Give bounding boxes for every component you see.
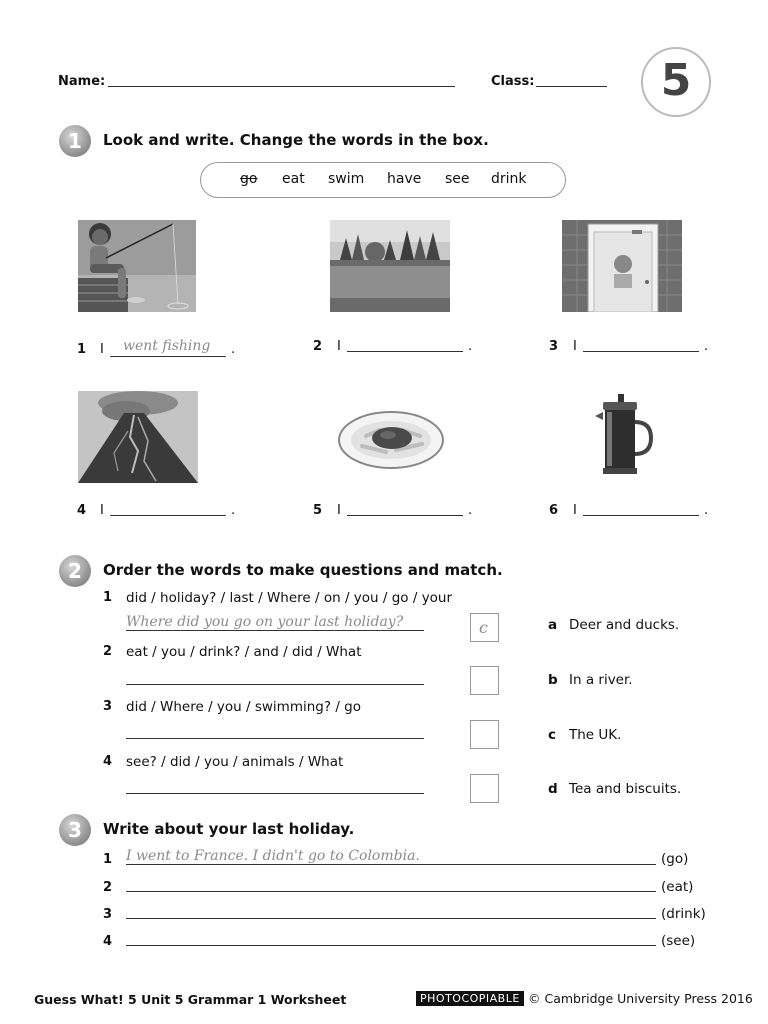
item-subject: I xyxy=(573,503,577,518)
lake-image xyxy=(330,220,450,312)
answer-line-1[interactable] xyxy=(110,356,226,357)
match-box-2[interactable] xyxy=(470,666,499,695)
full-stop: . xyxy=(468,339,473,354)
question-answer-line-3[interactable] xyxy=(126,738,424,739)
item-number: 4 xyxy=(77,503,87,518)
full-stop: . xyxy=(468,503,473,518)
exercise-3-title: Write about your last holiday. xyxy=(103,820,355,838)
line-number: 4 xyxy=(103,934,113,949)
match-letter: c xyxy=(548,727,557,743)
question-answer-line-1[interactable] xyxy=(126,630,424,631)
fishing-boy-image xyxy=(78,220,196,312)
holiday-line-4[interactable] xyxy=(126,945,656,946)
full-stop: . xyxy=(231,342,236,357)
item-number: 5 xyxy=(313,503,323,518)
match-answer: In a river. xyxy=(569,672,633,688)
holiday-line-1[interactable] xyxy=(126,864,656,865)
answer-text: went fishing xyxy=(123,338,211,354)
holiday-line-3[interactable] xyxy=(126,918,656,919)
shower-image xyxy=(562,220,682,312)
answer-line-4[interactable] xyxy=(110,515,226,516)
line-number: 3 xyxy=(103,907,113,922)
verb-hint: (see) xyxy=(661,933,696,949)
line-number: 1 xyxy=(103,852,113,867)
word-box-word: have xyxy=(387,171,422,187)
exercise-2-badge: 2 xyxy=(59,555,91,587)
word-box-word: swim xyxy=(328,171,365,187)
answer-line-5[interactable] xyxy=(347,515,463,516)
question-number: 2 xyxy=(103,644,113,659)
question-answer-text: Where did you go on your last holiday? xyxy=(126,614,404,630)
unit-number-badge: 5 xyxy=(641,47,711,117)
match-answer: Deer and ducks. xyxy=(569,617,680,633)
name-field[interactable] xyxy=(108,86,455,87)
item-subject: I xyxy=(100,342,104,357)
line-number: 2 xyxy=(103,880,113,895)
name-label: Name: xyxy=(58,74,106,89)
item-number: 6 xyxy=(549,503,559,518)
exercise-1-title: Look and write. Change the words in the box. xyxy=(103,131,489,149)
match-box-4[interactable] xyxy=(470,774,499,803)
item-number: 2 xyxy=(313,339,323,354)
volcano-image xyxy=(78,391,198,483)
full-stop: . xyxy=(704,339,709,354)
word-box-word: drink xyxy=(491,171,527,187)
question-words: eat / you / drink? / and / did / What xyxy=(126,644,362,660)
word-box-word: go xyxy=(240,171,258,187)
match-letter: a xyxy=(548,617,558,633)
question-answer-line-2[interactable] xyxy=(126,684,424,685)
match-letter: d xyxy=(548,781,558,797)
word-box-word: see xyxy=(445,171,470,187)
answer-line-3[interactable] xyxy=(583,351,699,352)
match-box-1[interactable] xyxy=(470,613,499,642)
question-number: 1 xyxy=(103,590,113,605)
question-number: 3 xyxy=(103,699,113,714)
copyright-notice: © Cambridge University Press 2016 xyxy=(528,991,753,1006)
plate-of-food-image xyxy=(336,400,446,474)
item-number: 1 xyxy=(77,342,87,357)
match-box-3[interactable] xyxy=(470,720,499,749)
exercise-3-badge: 3 xyxy=(59,814,91,846)
match-answer: Tea and biscuits. xyxy=(569,781,682,797)
question-words: did / holiday? / last / Where / on / you / go / your xyxy=(126,590,453,606)
holiday-answer-text: I went to France. I didn't go to Colombia. xyxy=(126,848,420,864)
word-box-word: eat xyxy=(282,171,305,187)
teapot-image xyxy=(583,392,661,480)
worksheet-title: Guess What! 5 Unit 5 Grammar 1 Worksheet xyxy=(34,992,347,1007)
question-answer-line-4[interactable] xyxy=(126,793,424,794)
class-label: Class: xyxy=(491,74,535,89)
item-subject: I xyxy=(337,503,341,518)
verb-hint: (drink) xyxy=(661,906,706,922)
answer-line-6[interactable] xyxy=(583,515,699,516)
item-subject: I xyxy=(337,339,341,354)
verb-hint: (go) xyxy=(661,851,689,867)
question-number: 4 xyxy=(103,754,113,769)
question-words: did / Where / you / swimming? / go xyxy=(126,699,361,715)
item-subject: I xyxy=(573,339,577,354)
exercise-2-title: Order the words to make questions and match. xyxy=(103,561,503,579)
class-field[interactable] xyxy=(536,86,607,87)
verb-hint: (eat) xyxy=(661,879,694,895)
question-words: see? / did / you / animals / What xyxy=(126,754,344,770)
photocopiable-badge: PHOTOCOPIABLE xyxy=(416,991,524,1006)
exercise-1-badge: 1 xyxy=(59,125,91,157)
holiday-line-2[interactable] xyxy=(126,891,656,892)
item-number: 3 xyxy=(549,339,559,354)
match-letter: b xyxy=(548,672,558,688)
match-answer: The UK. xyxy=(569,727,622,743)
item-subject: I xyxy=(100,503,104,518)
full-stop: . xyxy=(704,503,709,518)
full-stop: . xyxy=(231,503,236,518)
answer-line-2[interactable] xyxy=(347,351,463,352)
match-box-answer: c xyxy=(479,618,488,637)
